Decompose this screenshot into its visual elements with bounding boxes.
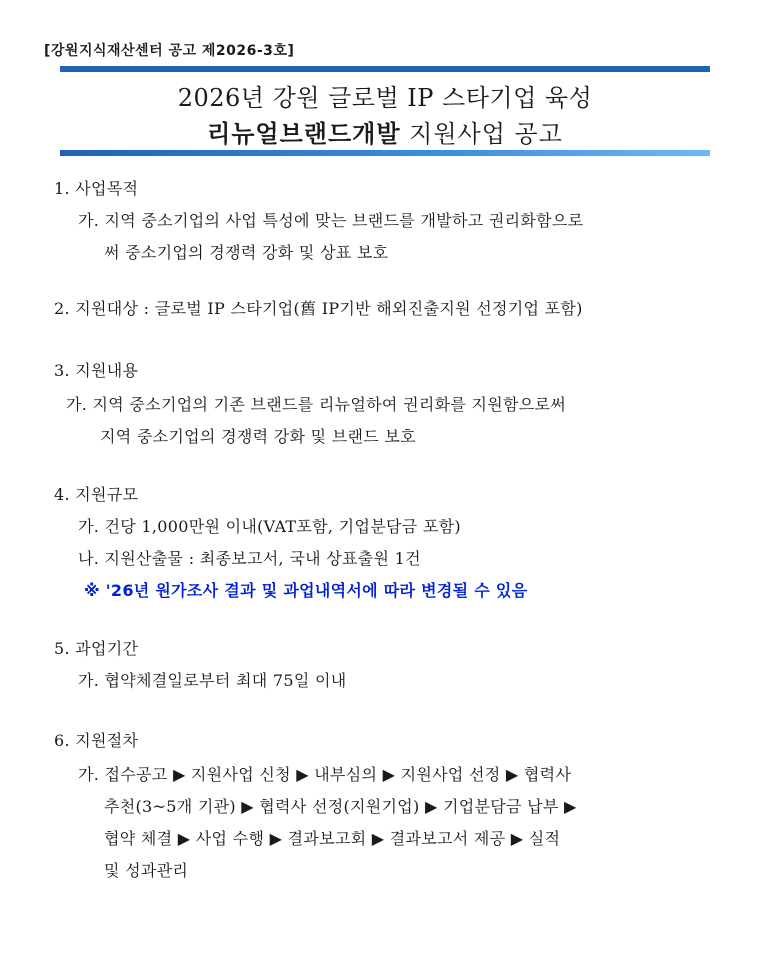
title-line-2 xyxy=(60,114,710,149)
section-6-line3: 협약 체결 ▶ 사업 수행 ▶ 결과보고회 ▶ 결과보고서 제공 ▶ 실적 xyxy=(104,829,561,848)
title-top-bar xyxy=(60,66,710,72)
section-6-line1: 가. 접수공고 ▶ 지원사업 신청 ▶ 내부심의 ▶ 지원사업 선정 ▶ 협력사 xyxy=(78,765,572,784)
section-4-note: ※ '26년 원가조사 결과 및 과업내역서에 따라 변경될 수 있음 xyxy=(84,581,528,600)
section-1-heading: 1. 사업목적 xyxy=(54,179,139,198)
section-5-heading: 5. 과업기간 xyxy=(54,639,139,658)
title-rest-part: 지원사업 공고 xyxy=(400,120,563,148)
section-2-heading: 2. 지원대상 : 글로벌 IP 스타기업(舊 IP기반 해외진출지원 선정기업 포함) xyxy=(54,299,583,318)
section-6-line4: 및 성과관리 xyxy=(104,861,189,880)
title-bold-part: 리뉴얼브랜드개발 xyxy=(207,120,401,148)
section-4-heading: 4. 지원규모 xyxy=(54,485,139,504)
title-bottom-bar xyxy=(60,150,710,156)
section-1-item-a-line1: 가. 지역 중소기업의 사업 특성에 맞는 브랜드를 개발하고 권리화함으로 xyxy=(78,211,584,230)
section-4-item-b: 나. 지원산출물 : 최종보고서, 국내 상표출원 1건 xyxy=(78,549,421,568)
section-6-line2: 추천(3~5개 기관) ▶ 협력사 선정(지원기업) ▶ 기업분담금 납부 ▶ xyxy=(104,797,577,816)
section-1-item-a-line2: 써 중소기업의 경쟁력 강화 및 상표 보호 xyxy=(104,243,389,262)
section-4-item-a: 가. 건당 1,000만원 이내(VAT포함, 기업분담금 포함) xyxy=(78,517,461,536)
section-6-heading: 6. 지원절차 xyxy=(54,731,139,750)
section-3-item-a-line2: 지역 중소기업의 경쟁력 강화 및 브랜드 보호 xyxy=(100,427,416,446)
section-3-heading: 3. 지원내용 xyxy=(54,361,139,380)
notice-number: [강원지식재산센터 공고 제2026-3호] xyxy=(44,43,295,59)
title-line-1: 2026년 강원 글로벌 IP 스타기업 육성 xyxy=(177,84,593,112)
section-5-item-a: 가. 협약체결일로부터 최대 75일 이내 xyxy=(78,671,347,690)
section-3-item-a-line1: 가. 지역 중소기업의 기존 브랜드를 리뉴얼하여 권리화를 지원함으로써 xyxy=(66,395,567,414)
